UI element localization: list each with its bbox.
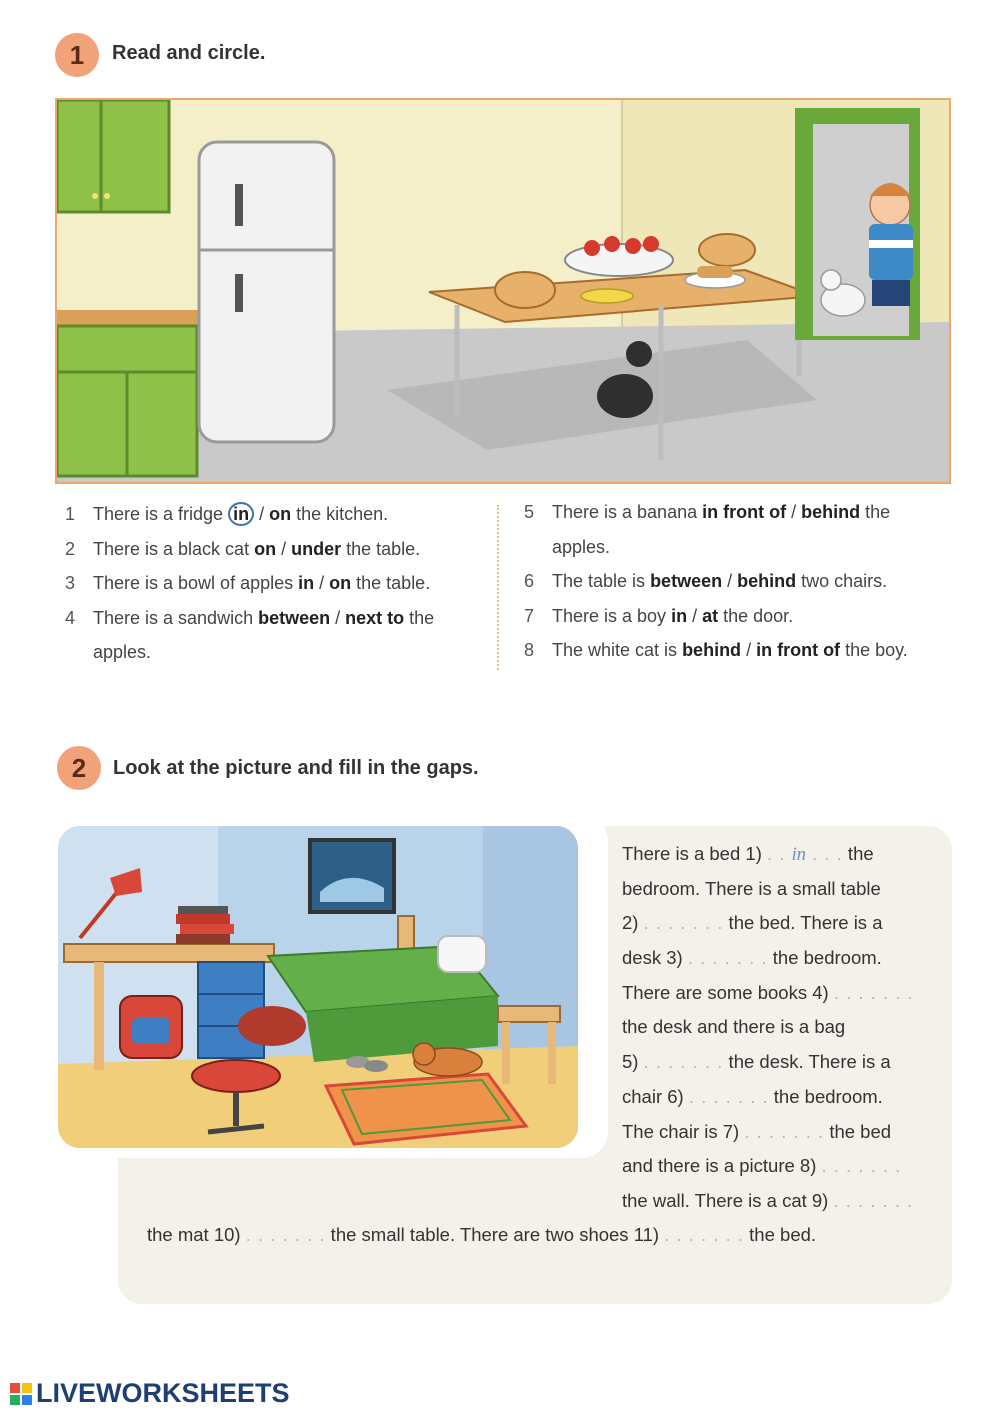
bedroom-scene (58, 826, 578, 1148)
text-fragment: There are some books 4) (622, 981, 834, 1003)
text-line (622, 1080, 914, 1115)
text-fragment: and there is a picture 8) (622, 1155, 822, 1177)
text-fragment: There is a boy (552, 605, 672, 626)
text-fragment: the desk. There is a (723, 1051, 891, 1073)
text-fragment: the bedroom. (767, 947, 882, 969)
exercise-item (524, 530, 908, 565)
text-fragment: 5) (622, 1051, 644, 1073)
item-number: 5 (524, 502, 535, 522)
exercise-item (524, 564, 908, 599)
choice-option[interactable]: at (702, 605, 719, 626)
text-fragment: / (741, 640, 757, 660)
text-fragment: There is a black cat (93, 538, 255, 559)
item-number: 7 (524, 605, 535, 626)
text-line (622, 1010, 914, 1045)
gap-blank[interactable]: . . . . . . . (688, 1085, 769, 1107)
exercise-item (524, 599, 908, 634)
exercise-item (65, 566, 434, 601)
item-number: 8 (524, 640, 535, 660)
gap-answer[interactable]: in (791, 845, 806, 865)
section-title: Read and circle. (112, 42, 266, 64)
logo-icon (10, 1383, 32, 1405)
text-line (622, 941, 914, 976)
text-fragment: There is a bowl of apples (93, 573, 299, 593)
text-fragment: the (860, 502, 891, 522)
text-line (622, 1115, 914, 1150)
text-fragment: / (254, 504, 270, 524)
text-fragment: two chairs. (796, 571, 888, 591)
gap-blank[interactable]: . . . . . . . (245, 1224, 326, 1245)
text-fragment: apples. (93, 642, 152, 662)
choice-option[interactable]: in (298, 573, 315, 593)
text-line (147, 1218, 816, 1253)
choice-option[interactable]: on (254, 538, 277, 559)
exercise-1-left-list (65, 497, 434, 670)
text-line (622, 906, 914, 941)
item-text (93, 601, 434, 636)
text-fragment: 2) (622, 912, 644, 934)
text-line (622, 837, 914, 872)
fill-in-last-line (147, 1218, 816, 1253)
text-fragment: the door. (718, 605, 794, 626)
exercise-item (65, 635, 434, 670)
kitchen-scene (57, 100, 949, 482)
gap-blank[interactable]: . . . . . . . (664, 1224, 745, 1245)
item-number (524, 530, 552, 565)
item-text (552, 530, 610, 565)
text-line (622, 872, 914, 907)
choice-option[interactable]: under (291, 538, 342, 559)
choice-option[interactable]: next to (345, 607, 405, 628)
bedroom-illustration (58, 826, 578, 1148)
item-text (93, 566, 430, 601)
choice-option[interactable]: in (671, 605, 688, 626)
text-line (622, 1184, 914, 1219)
text-fragment: the boy. (840, 640, 908, 660)
text-fragment: the bed (824, 1120, 892, 1142)
text-fragment: / (786, 502, 802, 522)
gap-blank[interactable]: . . . . . . . (643, 912, 724, 934)
exercise-item (65, 532, 434, 567)
text-line (622, 1149, 914, 1184)
text-fragment: the kitchen. (291, 504, 389, 524)
section-number-badge (55, 33, 99, 77)
text-fragment: the table. (341, 538, 421, 559)
gap-blank[interactable]: . . . . . . . (744, 1120, 825, 1142)
text-fragment: desk 3) (622, 947, 688, 969)
liveworksheets-logo (10, 1378, 290, 1409)
text-fragment: the (404, 607, 435, 628)
section-title: Look at the picture and fill in the gaps. (113, 757, 479, 779)
column-divider (497, 505, 499, 670)
text-fragment: the small table. There are two shoes 11) (325, 1224, 665, 1245)
text-fragment: the table. (351, 573, 431, 593)
choice-option[interactable]: behind (737, 571, 797, 591)
text-fragment: chair 6) (622, 1085, 689, 1107)
text-fragment: / (314, 573, 330, 593)
choice-option[interactable]: in front of (702, 502, 787, 522)
text-fragment: bedroom. There is a small table (622, 877, 881, 899)
item-number (65, 635, 93, 670)
item-number: 1 (65, 504, 76, 524)
text-fragment: There is a bed 1) (622, 843, 767, 864)
text-fragment: apples. (552, 536, 611, 557)
gap-blank[interactable]: . . . . . . . (821, 1155, 902, 1177)
item-text (93, 532, 420, 567)
logo-text: LIVEWORKSHEETS (36, 1378, 290, 1408)
exercise-item (65, 497, 434, 532)
item-number: 4 (65, 607, 76, 628)
text-fragment: the desk and there is a bag (622, 1016, 846, 1038)
kitchen-illustration (55, 98, 951, 484)
fill-in-text (622, 837, 914, 1219)
text-fragment: the bed. (744, 1224, 817, 1245)
text-fragment: the bed. There is a (723, 912, 883, 934)
gap-blank[interactable]: . . (767, 843, 792, 864)
item-number: 2 (65, 538, 76, 559)
section-number: 1 (69, 39, 85, 70)
item-text (552, 633, 908, 668)
text-fragment: / (330, 607, 346, 628)
choice-option[interactable]: between (258, 607, 331, 628)
text-line (622, 976, 914, 1011)
choice-option[interactable]: of (823, 640, 841, 660)
choice-option[interactable]: behind (682, 640, 742, 660)
text-fragment: There is a banana (552, 502, 703, 522)
exercise-1-right-list (524, 495, 908, 668)
text-fragment: the (842, 843, 874, 864)
item-text (93, 497, 388, 532)
text-fragment: The white cat is (552, 640, 683, 660)
text-fragment: / (276, 538, 292, 559)
gap-blank[interactable]: . . . . . . . (643, 1051, 724, 1073)
text-fragment: the wall. There is a cat 9) (622, 1189, 834, 1211)
item-text (552, 564, 887, 599)
exercise-item (524, 633, 908, 668)
text-fragment: The chair is 7) (622, 1120, 745, 1142)
text-fragment: / (687, 605, 703, 626)
item-text (552, 495, 890, 530)
text-fragment: the mat 10) (147, 1224, 246, 1245)
gap-blank[interactable]: . . . . . . . (687, 947, 768, 969)
exercise-item (65, 601, 434, 636)
choice-option[interactable]: on (269, 504, 292, 524)
item-number: 3 (65, 573, 76, 593)
text-fragment: The table is (552, 571, 651, 591)
choice-option[interactable]: behind (801, 502, 861, 522)
text-fragment: the bedroom. (768, 1085, 883, 1107)
text-fragment: / (722, 571, 738, 591)
section-number-badge (57, 746, 101, 790)
item-text (93, 635, 151, 670)
text-fragment: There is a sandwich (93, 607, 259, 628)
item-number: 6 (524, 571, 535, 591)
gap-blank[interactable]: . . . . . . . (833, 1189, 914, 1211)
text-line (622, 1045, 914, 1080)
section-number: 2 (71, 752, 87, 783)
exercise-item (524, 495, 908, 530)
choice-option[interactable]: between (650, 571, 723, 591)
choice-option[interactable]: on (329, 573, 352, 593)
gap-blank[interactable]: . . . (805, 843, 843, 864)
text-fragment: There is a fridge (93, 504, 229, 524)
item-text (552, 599, 793, 634)
choice-option[interactable]: in (228, 502, 254, 526)
gap-blank[interactable]: . . . . . . . (833, 981, 914, 1003)
choice-option[interactable]: in front (756, 640, 824, 660)
